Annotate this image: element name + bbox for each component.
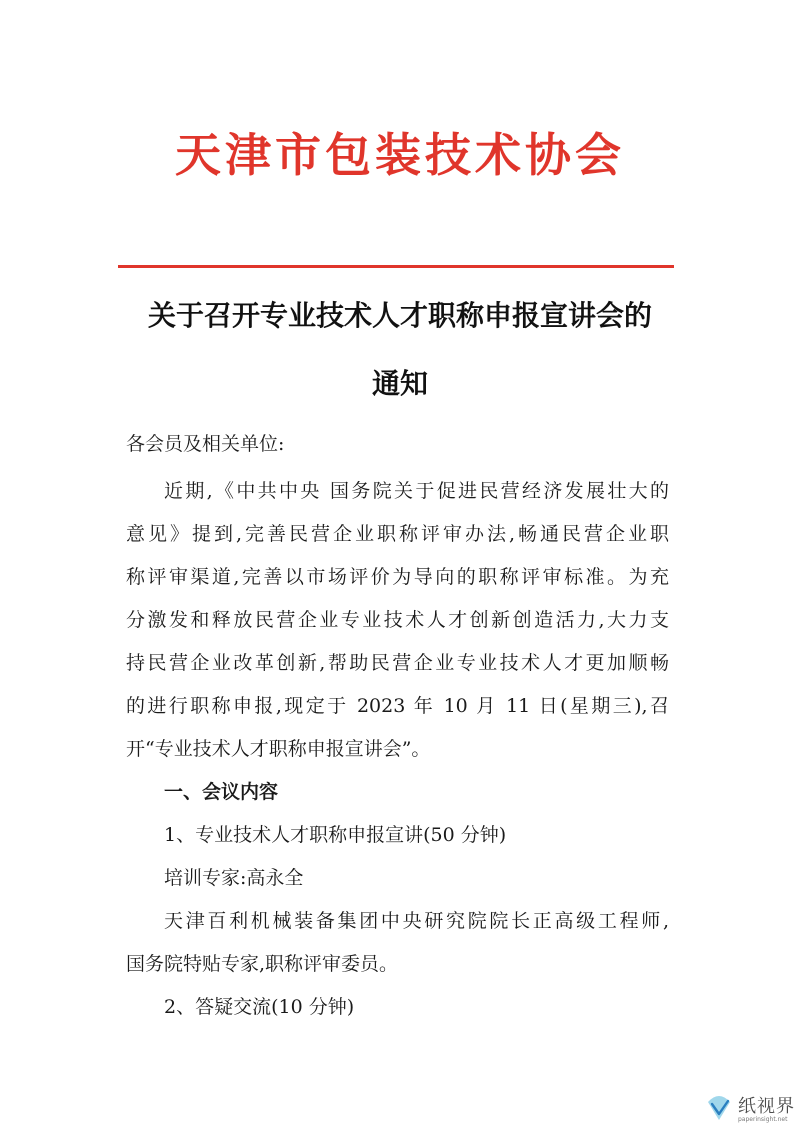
salutation: 各会员及相关单位: [126,433,285,455]
section-heading-meeting-content: 一、会议内容 [164,781,279,803]
watermark-url: paperinsight.net [738,1116,788,1123]
paragraph-line: 近期,《中共中央 国务院关于促进民营经济发展壮大的 [164,480,669,502]
red-divider-rule [118,265,674,268]
trainer-bio-line: 国务院特贴专家,职称评审委员。 [126,953,399,975]
paragraph-line: 分激发和释放民营企业专业技术人才创新创造活力,大力支 [126,609,669,631]
notice-title-line-1: 关于召开专业技术人才职称申报宣讲会的 [147,299,652,332]
trainer-bio-line: 天津百利机械装备集团中央研究院院长正高级工程师, [164,910,669,932]
agenda-item-2: 2、答疑交流(10 分钟) [164,996,355,1018]
org-name-heading: 天津市包装技术协会 [175,128,625,182]
watermark-brand: 纸视界 [738,1096,795,1117]
paragraph-line: 称评审渠道,完善以市场评价为导向的职称评审标准。为充 [126,566,669,588]
notice-title-line-2: 通知 [371,367,428,400]
paragraph-line: 的进行职称申报,现定于 2023 年 10 月 11 日(星期三),召 [126,695,669,717]
paragraph-line: 意见》提到,完善民营企业职称评审办法,畅通民营企业职 [126,523,669,545]
agenda-item-1: 1、专业技术人才职称申报宣讲(50 分钟) [164,824,507,846]
watermark [704,1088,796,1128]
paragraph-line: 开“专业技术人才职称申报宣讲会”。 [126,738,431,760]
trainer-line: 培训专家:高永全 [164,867,304,889]
paperinsight-logo-icon [704,1092,734,1122]
paragraph-line: 持民营企业改革创新,帮助民营企业专业技术人才更加顺畅 [126,652,669,674]
